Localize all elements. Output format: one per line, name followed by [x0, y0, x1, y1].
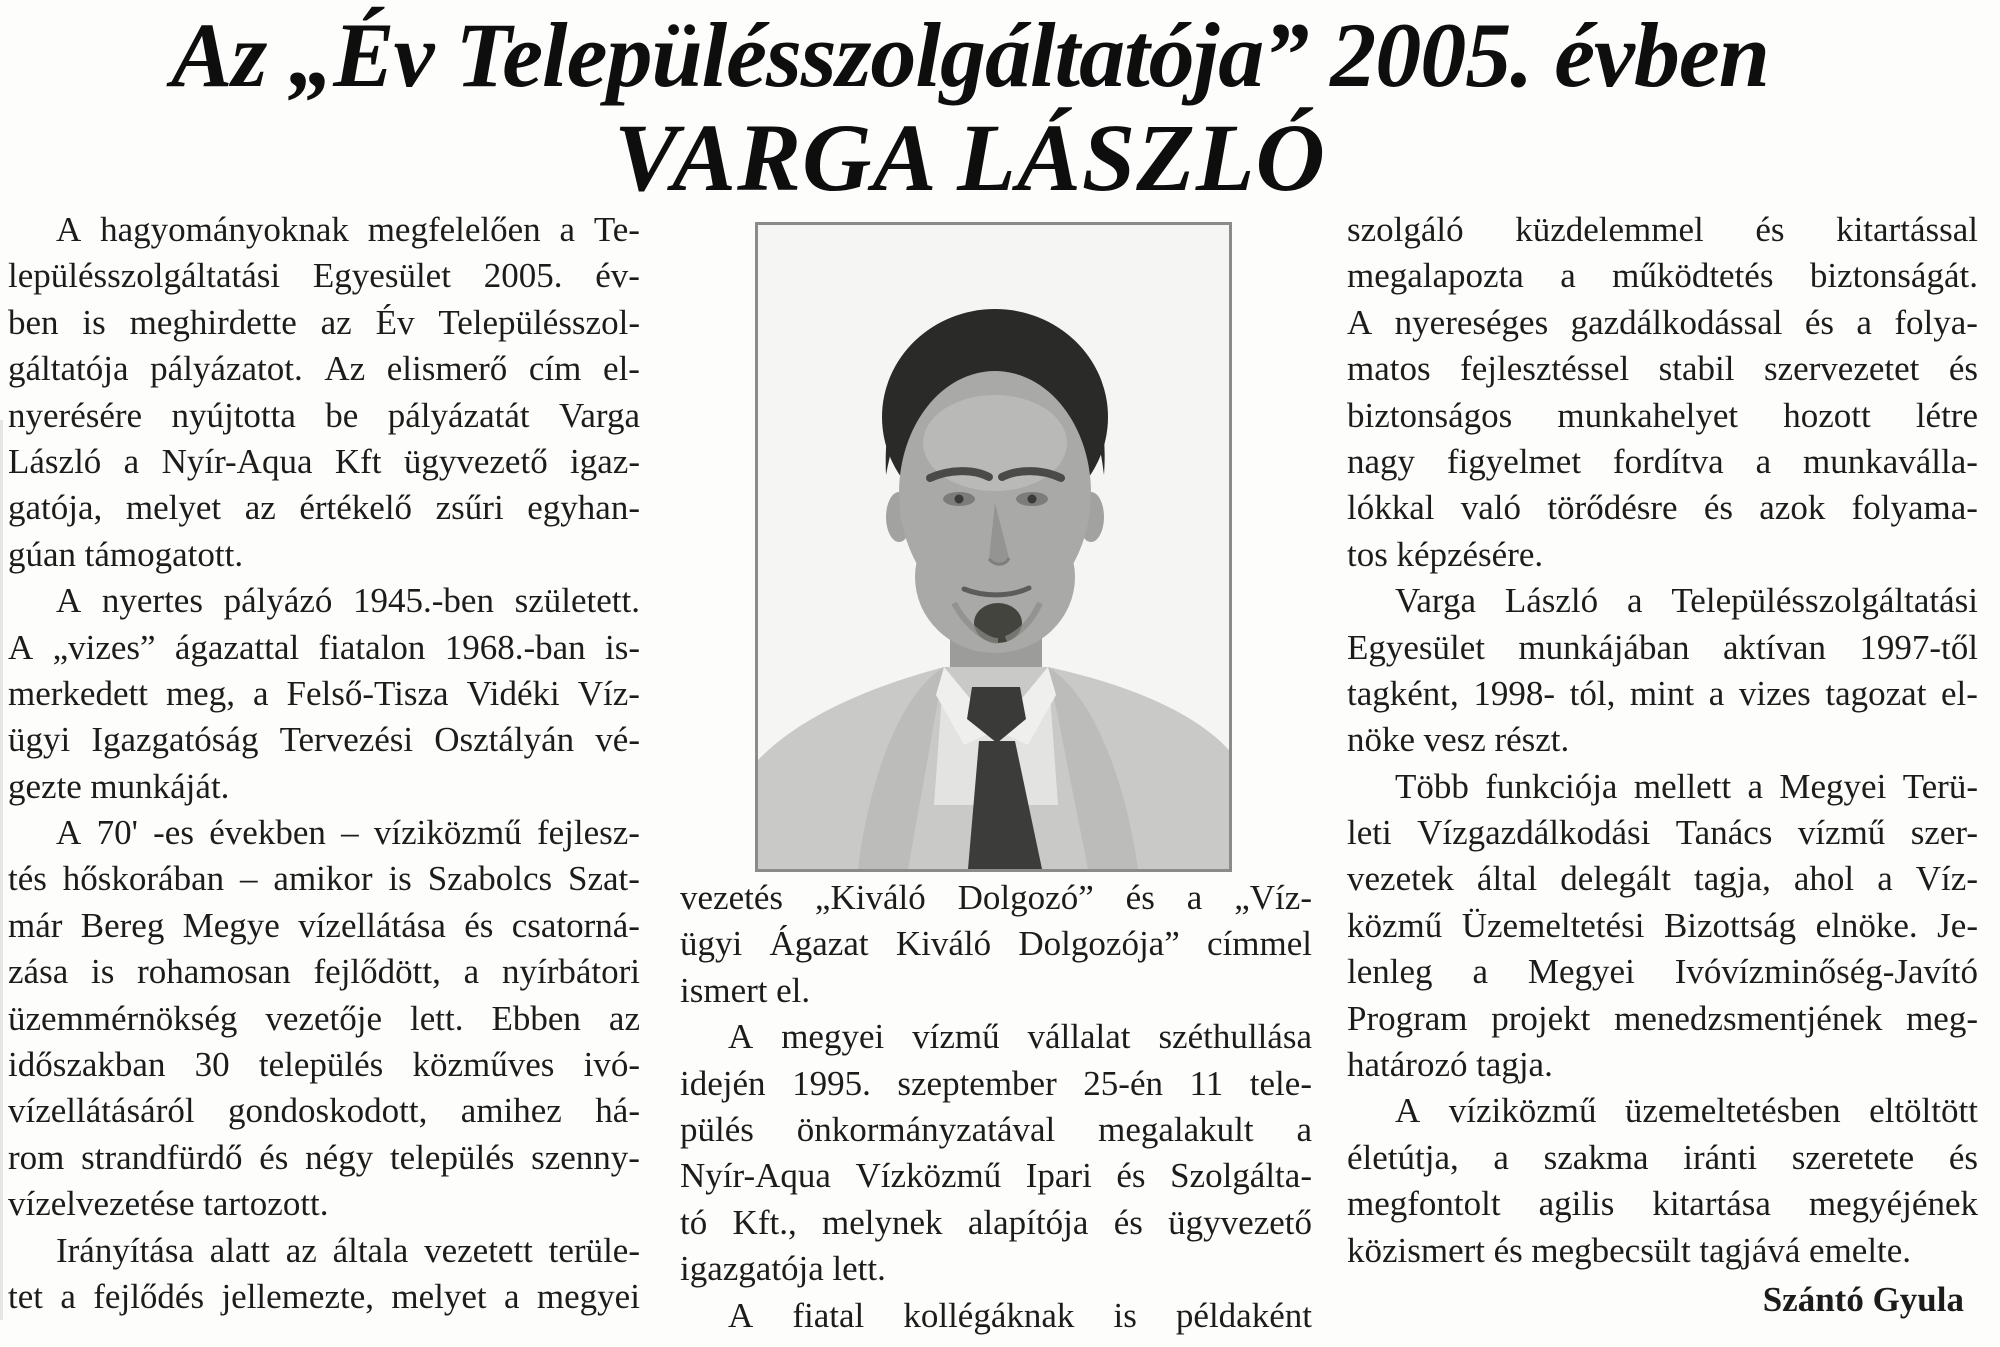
- right-column-text: [1347, 210, 1978, 1277]
- text-line: Egyesület munkájában aktívan 1997-től: [1347, 627, 1978, 667]
- text-line: A „vizes” ágazattal fiatalon 1968.-ban is-: [8, 627, 640, 667]
- text-line: A nyertes pályázó 1945.-ben született.: [56, 581, 640, 621]
- text-line: szolgáló küzdelemmel és kitartással: [1347, 210, 1978, 249]
- text-line: megfontolt agilis kitartása megyéjének: [1347, 1184, 1978, 1224]
- text-line: idején 1995. szeptember 25-én 11 tele-: [680, 1063, 1312, 1103]
- text-line: Irányítása alatt az általa vezetett terüle-: [56, 1230, 640, 1270]
- text-line: tagként, 1998- tól, mint a vizes tagozat el-: [1347, 673, 1978, 713]
- text-line: merkedett meg, a Felső-Tisza Vidéki Víz-: [8, 673, 640, 713]
- text-line: tó Kft., melynek alapítója és ügyvezető: [680, 1202, 1312, 1242]
- text-line: biztonságos munkahelyet hozott létre: [1347, 395, 1978, 435]
- text-line: A nyereséges gazdálkodással és a folya-: [1347, 302, 1978, 342]
- text-line: ismert el.: [680, 970, 811, 1010]
- text-line: lenleg a Megyei Ivóvízminőség-Javító: [1347, 952, 1978, 992]
- right-column: [1347, 210, 1978, 1323]
- text-line: gáltatója pályázatot. Az elismerő cím el-: [8, 349, 640, 389]
- text-line: gúan támogatott.: [8, 534, 244, 574]
- paragraph: [8, 210, 640, 581]
- text-line: gatója, melyet az értékelő zsűri egyhan-: [8, 488, 640, 528]
- portrait-photo: [758, 225, 1229, 869]
- left-column: [8, 210, 640, 1323]
- text-line: pülés önkormányzatával megalakult a: [680, 1109, 1312, 1149]
- text-line: Nyír-Aqua Vízközmű Ipari és Szolgálta-: [680, 1156, 1312, 1196]
- text-line: zása is rohamosan fejlődött, a nyírbátori: [8, 952, 640, 992]
- text-line: A megyei vízmű vállalat széthullása: [728, 1017, 1312, 1057]
- text-line: közmű Üzemeltetési Bizottság elnöke. Je-: [1347, 905, 1978, 945]
- title-line-2: VARGA LÁSZLÓ: [614, 104, 1326, 211]
- text-line: ügyi Ágazat Kiváló Dolgozója” címmel: [680, 924, 1312, 964]
- text-line: nyerésére nyújtotta be pályázatát Varga: [8, 395, 640, 435]
- text-line: nöke vesz részt.: [1347, 720, 1570, 760]
- text-line: tet a fejlődés jellemezte, melyet a megyei: [8, 1276, 640, 1316]
- text-line: tos képzésére.: [1347, 534, 1544, 574]
- text-line: életútja, a szakma iránti szeretete és: [1347, 1137, 1978, 1177]
- text-line: tés hőskorában – amikor is Szabolcs Szat-: [8, 859, 640, 899]
- text-line: Program projekt menedzsmentjének meg-: [1347, 998, 1978, 1038]
- text-line: vezetés „Kiváló Dolgozó” és a „Víz-: [680, 878, 1312, 917]
- text-line: igazgatója lett.: [680, 1249, 886, 1289]
- paragraph: [8, 1231, 640, 1324]
- text-line: leti Vízgazdálkodási Tanács vízmű szer-: [1347, 813, 1978, 853]
- paragraph: [680, 878, 1312, 1017]
- text-line: László a Nyír-Aqua Kft ügyvezető igaz-: [8, 441, 640, 481]
- text-line: lepülésszolgáltatási Egyesület 2005. év-: [8, 256, 640, 296]
- text-line: gezte munkáját.: [8, 766, 230, 806]
- text-line: A fiatal kollégáknak is példaként: [728, 1295, 1312, 1335]
- text-line: határozó tagja.: [1347, 1045, 1553, 1085]
- middle-column-text: [680, 878, 1312, 1342]
- text-line: lókkal való törődésre és azok folyama-: [1347, 488, 1978, 528]
- text-line: vízellátásáról gondoskodott, amihez há-: [8, 1091, 640, 1131]
- text-line: A hagyományoknak megfelelően a Te-: [56, 210, 640, 249]
- scan-artifact: [0, 420, 3, 1320]
- text-line: vízelvezetése tartozott.: [8, 1184, 329, 1224]
- article-title: [0, 0, 1970, 211]
- text-line: Több funkciója mellett a Megyei Terü-: [1395, 766, 1978, 806]
- text-line: üzemmérnökség vezetője lett. Ebben az: [8, 998, 640, 1038]
- text-line: ben is meghirdette az Év Településszol-: [8, 302, 640, 342]
- text-line: rom strandfürdő és négy település szenny-: [8, 1137, 640, 1177]
- text-line: ügyi Igazgatóság Tervezési Osztályán vé-: [8, 720, 640, 760]
- paragraph: [8, 813, 640, 1231]
- left-column-text: [8, 210, 640, 1323]
- text-line: megalapozta a működtetés biztonságát.: [1347, 256, 1978, 296]
- text-line: A 70' -es években – víziközmű fejlesz-: [56, 813, 640, 853]
- text-line: időszakban 30 település közműves ivó-: [8, 1045, 640, 1085]
- text-line: matos fejlesztéssel stabil szervezetet és: [1347, 349, 1978, 389]
- paragraph: [1347, 581, 1978, 767]
- portrait-photo-frame: [755, 222, 1232, 872]
- title-line-1: Az „Év Településszolgáltatója” 2005. évben: [171, 4, 1769, 106]
- paragraph: [1347, 210, 1978, 581]
- paragraph: [8, 581, 640, 813]
- paragraph: [1347, 1091, 1978, 1277]
- paragraph: [680, 1296, 1312, 1342]
- text-line: közismert és megbecsült tagjává emelte.: [1347, 1230, 1912, 1270]
- text-line: már Bereg Megye vízellátása és csatorná-: [8, 905, 640, 945]
- middle-column: [680, 878, 1312, 1342]
- text-line: A víziközmű üzemeltetésben eltöltött: [1395, 1091, 1978, 1131]
- text-line: Varga László a Településszolgáltatási: [1395, 581, 1978, 621]
- text-line: nagy figyelmet fordítva a munkaválla-: [1347, 441, 1978, 481]
- paragraph: [680, 1017, 1312, 1295]
- signature: Szántó Gyula: [1762, 1279, 1964, 1319]
- text-line: vezetek által delegált tagja, ahol a Víz-: [1347, 859, 1978, 899]
- paragraph: [1347, 767, 1978, 1092]
